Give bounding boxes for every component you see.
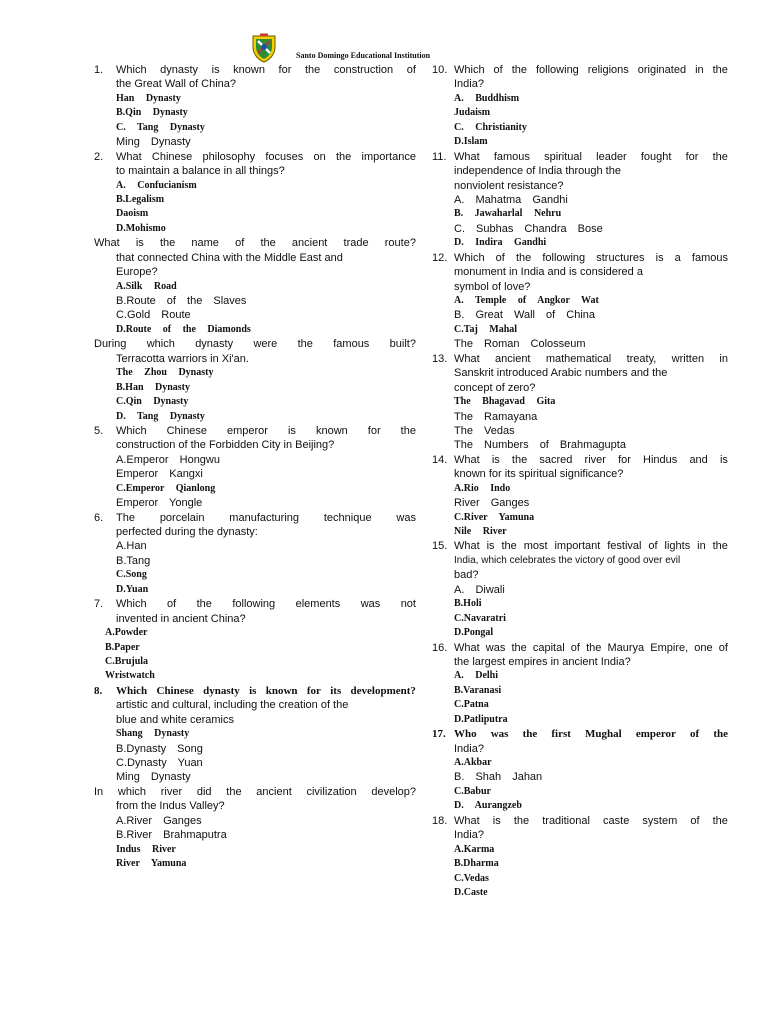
answer-option: The Vedas: [454, 424, 515, 437]
question-number: 8.: [94, 684, 103, 697]
question-line: [432, 814, 728, 828]
question-continuation: nonviolent resistance?: [454, 179, 564, 192]
answer-option: A.Rio Indo: [454, 482, 511, 494]
question-text: Who was the first Mughal emperor of the: [454, 728, 728, 741]
answer-option: Indus River: [116, 843, 176, 855]
question-text: Which of the following religions originated in the: [454, 64, 728, 76]
answer-option: D.Yuan: [116, 583, 149, 595]
question-continuation: artistic and cultural, including the creation of the: [116, 699, 349, 712]
question-text: In which river did the ancient civilization develop?: [94, 785, 416, 798]
document-header: [250, 33, 650, 65]
answer-option: Emperor Kangxi: [116, 468, 203, 481]
answer-option: D.Mohismo: [116, 222, 166, 234]
answer-option: C. Subhas Chandra Bose: [454, 222, 603, 235]
answer-option: B.Dynasty Song: [116, 742, 203, 755]
question-number: 12.: [432, 251, 448, 264]
answer-option: River Yamuna: [116, 858, 187, 870]
question-line: [94, 684, 416, 698]
answer-option: A. Confucianism: [116, 179, 197, 191]
answer-option: A. Diwali: [454, 583, 505, 596]
question-number: 7.: [94, 598, 104, 611]
answer-option: The Roman Colosseum: [454, 338, 586, 351]
answer-option: A. Mahatma Gandhi: [454, 193, 568, 206]
answer-option: Ming Dynasty: [116, 771, 191, 784]
question-continuation: the Great Wall of China?: [116, 78, 237, 91]
question-continuation: perfected during the dynasty:: [116, 526, 258, 538]
answer-option: B. Great Wall of China: [454, 309, 596, 322]
answer-option: A.Han: [116, 540, 147, 553]
answer-option: D. Tang Dynasty: [116, 410, 205, 422]
question-continuation: Terracotta warriors in Xi'an.: [116, 352, 249, 365]
answer-option: C.River Yamuna: [454, 511, 535, 523]
answer-option: The Bhagavad Gita: [454, 396, 556, 408]
answer-option: C.Gold Route: [116, 309, 191, 322]
school-crest-icon: [250, 33, 278, 63]
answer-option: C.Qin Dynasty: [116, 396, 189, 408]
question-text: Which Chinese emperor is known for the: [116, 424, 416, 437]
question-number: 17.: [432, 728, 446, 741]
question-continuation: invented in ancient China?: [116, 612, 246, 625]
answer-option: D.Islam: [454, 136, 488, 148]
question-continuation: that connected China with the Middle East and: [116, 251, 343, 264]
answer-option: A. Buddhism: [454, 92, 520, 104]
answer-option: C.Song: [116, 569, 147, 581]
question-line: [432, 641, 728, 655]
question-continuation: independence of India through the: [454, 165, 621, 178]
answer-option: D.Route of the Diamonds: [116, 323, 251, 335]
question-number: 16.: [432, 641, 448, 654]
question-continuation: the largest empires in ancient India?: [454, 655, 631, 668]
question-text: What is the sacred river for Hindus and is: [454, 453, 728, 466]
answer-option: A.Powder: [105, 627, 148, 639]
answer-option: B.Qin Dynasty: [116, 107, 188, 119]
question-continuation: from the Indus Valley?: [116, 800, 225, 813]
question-continuation: concept of zero?: [454, 381, 536, 394]
question-number: 1.: [94, 64, 104, 76]
answer-option: B.River Brahmaputra: [116, 829, 227, 842]
question-text: Which Chinese dynasty is known for its development?: [116, 684, 416, 697]
question-line: [94, 511, 416, 525]
question-text: What is the name of the ancient trade route?: [94, 237, 416, 250]
question-line: [432, 352, 728, 366]
answer-option: B.Dharma: [454, 858, 499, 870]
question-continuation: bad?: [454, 569, 479, 582]
answer-option: B.Legalism: [116, 193, 165, 205]
answer-option: A.Silk Road: [116, 280, 177, 292]
answer-option: C. Christianity: [454, 121, 527, 133]
answer-option: D. Aurangzeb: [454, 800, 522, 812]
answer-option: A.Akbar: [454, 757, 492, 768]
question-line: [94, 337, 416, 351]
question-line: [432, 727, 728, 741]
answer-option: C.Navaratri: [454, 612, 506, 624]
answer-option: C.Dynasty Yuan: [116, 757, 203, 769]
question-line: [94, 150, 416, 164]
question-line: [94, 597, 416, 611]
question-text: The porcelain manufacturing technique was: [116, 511, 416, 524]
institution-name: Santo Domingo Educational Institution: [296, 51, 431, 60]
question-line: [432, 539, 728, 553]
answer-option: B.Tang: [116, 554, 151, 567]
question-number: 11.: [432, 150, 447, 163]
answer-option: C.Taj Mahal: [454, 323, 518, 335]
answer-option: A.Karma: [454, 843, 495, 855]
answer-option: B. Shah Jahan: [454, 771, 543, 784]
question-number: 13.: [432, 352, 448, 365]
answer-option: D.Caste: [454, 886, 488, 898]
answer-option: The Numbers of Brahmagupta: [454, 439, 626, 452]
answer-option: Nile River: [454, 526, 507, 537]
left-column: [94, 63, 416, 872]
question-continuation: monument in India and is considered a: [454, 266, 643, 279]
question-text: Which of the following structures is a famous: [454, 251, 728, 264]
question-continuation: India?: [454, 829, 484, 842]
question-text: What is the traditional caste system of the: [454, 814, 728, 827]
answer-option: C.Babur: [454, 785, 491, 797]
answer-option: C.Vedas: [454, 872, 489, 884]
answer-option: C.Emperor Qianlong: [116, 482, 216, 494]
answer-option: D.Pongal: [454, 627, 494, 639]
answer-option: Ming Dynasty: [116, 136, 191, 149]
question-number: 14.: [432, 453, 448, 466]
question-number: 5.: [94, 424, 104, 437]
question-line: [432, 150, 728, 164]
question-continuation: blue and white ceramics: [116, 713, 235, 726]
question-line: [432, 453, 728, 467]
answer-option: D.Patliputra: [454, 713, 508, 725]
question-text: What Chinese philosophy focuses on the importance: [116, 150, 416, 163]
question-number: 6.: [94, 511, 104, 524]
question-continuation: to maintain a balance in all things?: [116, 165, 285, 178]
question-text: What was the capital of the Maurya Empire, one of: [454, 641, 728, 654]
answer-option: A. Temple of Angkor Wat: [454, 295, 599, 306]
answer-option: C.Patna: [454, 699, 489, 711]
answer-option: C. Tang Dynasty: [116, 121, 205, 133]
question-continuation: known for its spiritual significance?: [454, 468, 624, 481]
answer-option: B.Route of the Slaves: [116, 295, 247, 307]
question-text: What ancient mathematical treaty, written in: [454, 352, 728, 365]
question-text: Which of the following elements was not: [116, 598, 416, 611]
question-text: During which dynasty were the famous built?: [94, 338, 416, 351]
question-line: [94, 424, 416, 438]
question-continuation: Sanskrit introduced Arabic numbers and the: [454, 367, 668, 380]
question-number: 10.: [432, 64, 448, 76]
answer-option: B.Han Dynasty: [116, 381, 191, 393]
answer-option: River Ganges: [454, 497, 530, 510]
question-continuation: construction of the Forbidden City in Beijing?: [116, 439, 335, 452]
question-continuation: India?: [454, 78, 484, 91]
question-text: Which dynasty is known for the construction of: [116, 64, 416, 76]
question-line: [432, 251, 728, 265]
answer-option: Daoism: [116, 208, 149, 220]
question-line: [94, 63, 416, 77]
question-continuation: Europe?: [116, 266, 158, 279]
answer-option: Emperor Yongle: [116, 497, 203, 510]
answer-option: B. Jawaharlal Nehru: [454, 208, 562, 220]
answer-option: Judaism: [454, 107, 491, 119]
answer-option: A.River Ganges: [116, 814, 202, 827]
answer-option: The Zhou Dynasty: [116, 367, 214, 379]
question-line: [94, 785, 416, 799]
answer-option: C.Brujula: [105, 655, 149, 667]
answer-option: The Ramayana: [454, 410, 538, 423]
question-continuation: symbol of love?: [454, 280, 531, 293]
right-column: [432, 63, 728, 900]
question-continuation: India?: [454, 742, 484, 755]
question-line: [432, 63, 728, 77]
answer-option: Shang Dynasty: [116, 728, 190, 740]
answer-option: B.Holi: [454, 598, 482, 610]
answer-option: D. Indira Gandhi: [454, 237, 547, 249]
answer-option: B.Varanasi: [454, 684, 502, 696]
answer-option: A. Delhi: [454, 670, 498, 682]
answer-option: Han Dynasty: [116, 92, 181, 104]
answer-option: Wristwatch: [105, 670, 155, 682]
question-text: What famous spiritual leader fought for the: [454, 150, 728, 163]
question-text: What is the most important festival of lights in the: [454, 540, 728, 553]
question-continuation: India, which celebrates the victory of good over evil: [454, 554, 681, 566]
question-line: [94, 236, 416, 250]
question-number: 15.: [432, 540, 448, 553]
question-number: 18.: [432, 814, 448, 827]
question-number: 2.: [94, 150, 104, 163]
answer-option: B.Paper: [105, 641, 140, 653]
answer-option: A.Emperor Hongwu: [116, 453, 220, 466]
